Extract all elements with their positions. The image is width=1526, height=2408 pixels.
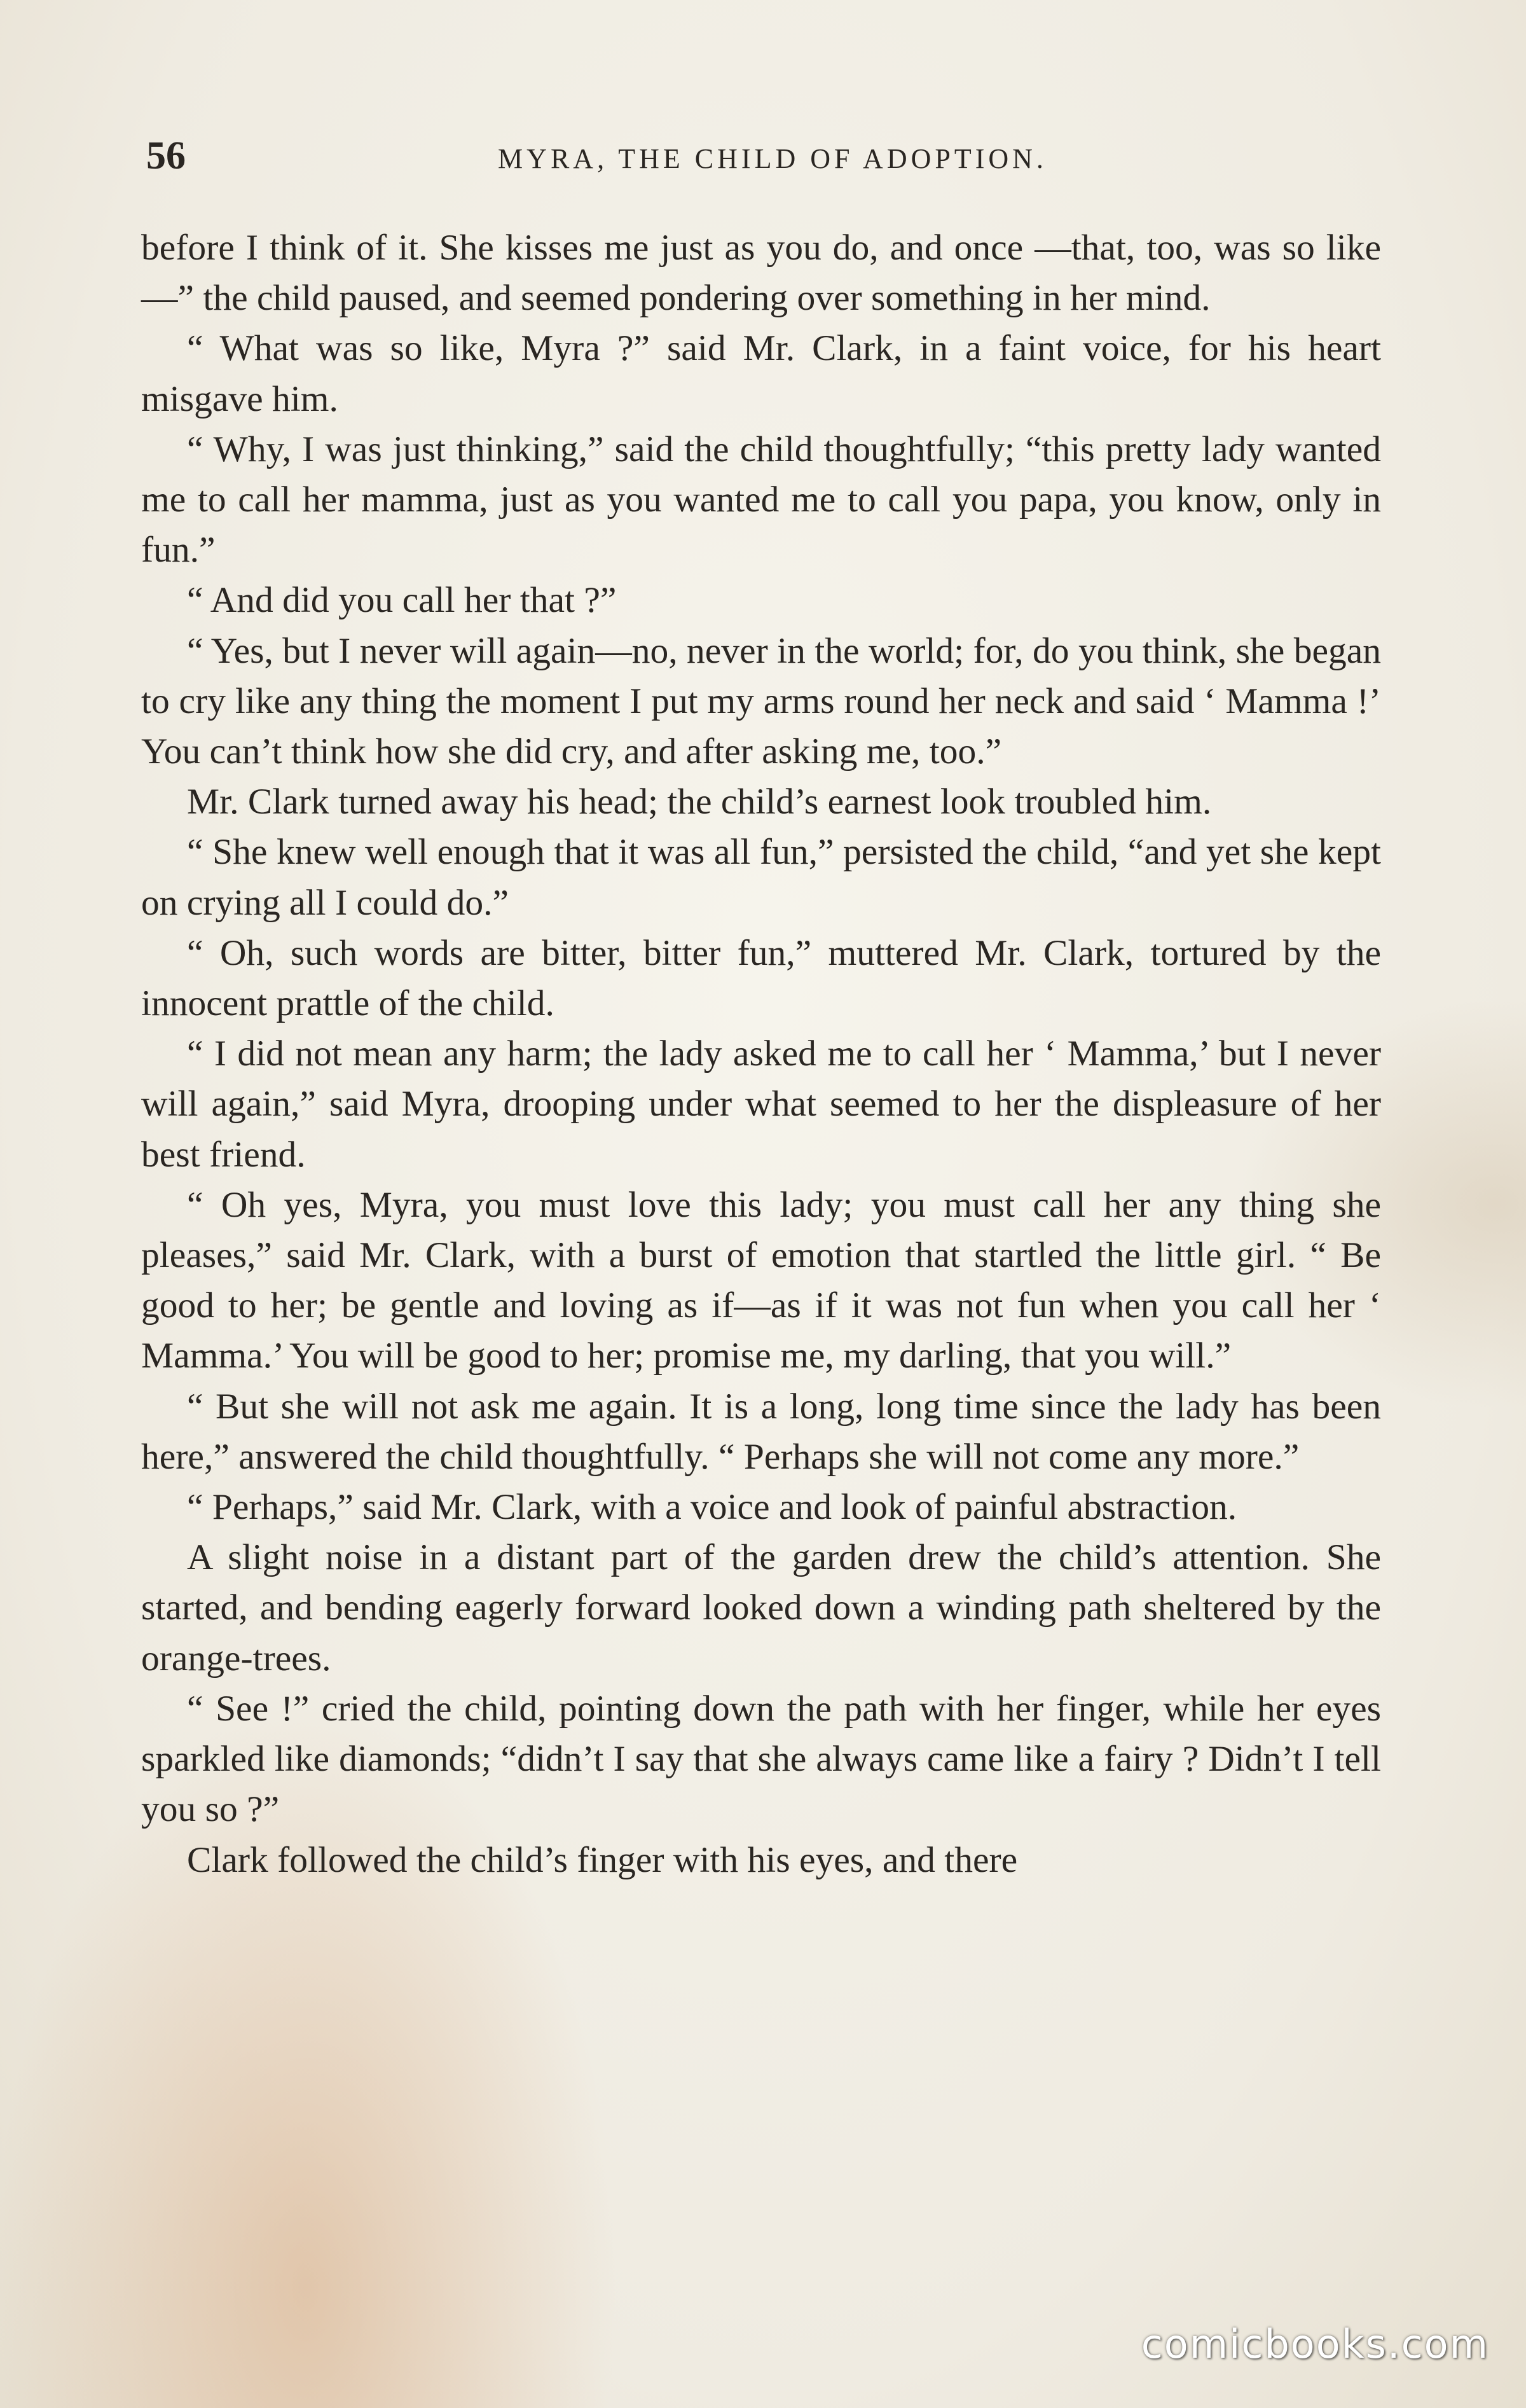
- page-header: [146, 134, 1399, 184]
- paragraph: “ But she will not ask me again. It is a long, long time since the lady has been here,” answered the child thoughtfully. “ Perhaps she will not come any more.”: [141, 1386, 1381, 1477]
- paragraph: “ Oh, such words are bitter, bitter fun,” muttered Mr. Clark, tortured by the innocent prattle of the child.: [141, 932, 1381, 1024]
- paragraph: “ See !” cried the child, pointing down the path with her finger, while her eyes sparkled like diamonds; “didn’t I say that she always came like a fairy ? Didn’t I tell you so ?”: [141, 1688, 1381, 1830]
- paragraph: “ She knew well enough that it was all fun,” persisted the child, “and yet she kept on crying all I could do.”: [141, 832, 1381, 923]
- paragraph: “ Yes, but I never will again—no, never in the world; for, do you think, she began to cry like any thing the moment I put my arms round her neck and said ‘ Mamma !’ You can’t think how she did cry, and after asking me, too.”: [141, 630, 1381, 772]
- page-number: 56: [146, 134, 186, 177]
- paragraph: “ Oh yes, Myra, you must love this lady; you must call her any thing she pleases,” said Mr. Clark, with a burst of emotion that startled the little girl. “ Be good to her; be gentle and loving as if—as if it was not fun when you call her ‘ Mamma.’ You will be good to her; promise me, my darling, that you will.”: [141, 1184, 1381, 1376]
- paragraph: “ And did you call her that ?”: [187, 580, 617, 621]
- paragraph: “ What was so like, Myra ?” said Mr. Clark, in a faint voice, for his heart misgave him.: [141, 328, 1381, 419]
- paragraph: Mr. Clark turned away his head; the child’s earnest look troubled him.: [187, 782, 1212, 822]
- paragraph: before I think of it. She kisses me just as you do, and once —that, too, was so like—” the child paused, and seemed pondering over something in her mind.: [141, 228, 1381, 319]
- running-head: MYRA, THE CHILD OF ADOPTION.: [498, 143, 1047, 174]
- paragraph: Clark followed the child’s finger with his eyes, and there: [187, 1839, 1018, 1880]
- paragraph: A slight noise in a distant part of the garden drew the child’s attention. She started, and bending eagerly forward looked down a winding path sheltered by the orange-trees.: [141, 1537, 1381, 1678]
- paragraph: “ I did not mean any harm; the lady asked me to call her ‘ Mamma,’ but I never will again,” said Myra, drooping under what seemed to her the displeasure of her best friend.: [141, 1034, 1381, 1175]
- paragraph: “ Why, I was just thinking,” said the child thoughtfully; “this pretty lady wanted me to call her mamma, just as you wanted me to call you papa, you know, only in fun.”: [141, 429, 1381, 571]
- body-text: [141, 223, 1381, 1885]
- watermark: comicbooks.com: [1141, 2321, 1489, 2367]
- paragraph: “ Perhaps,” said Mr. Clark, with a voice and look of painful abstraction.: [187, 1487, 1237, 1528]
